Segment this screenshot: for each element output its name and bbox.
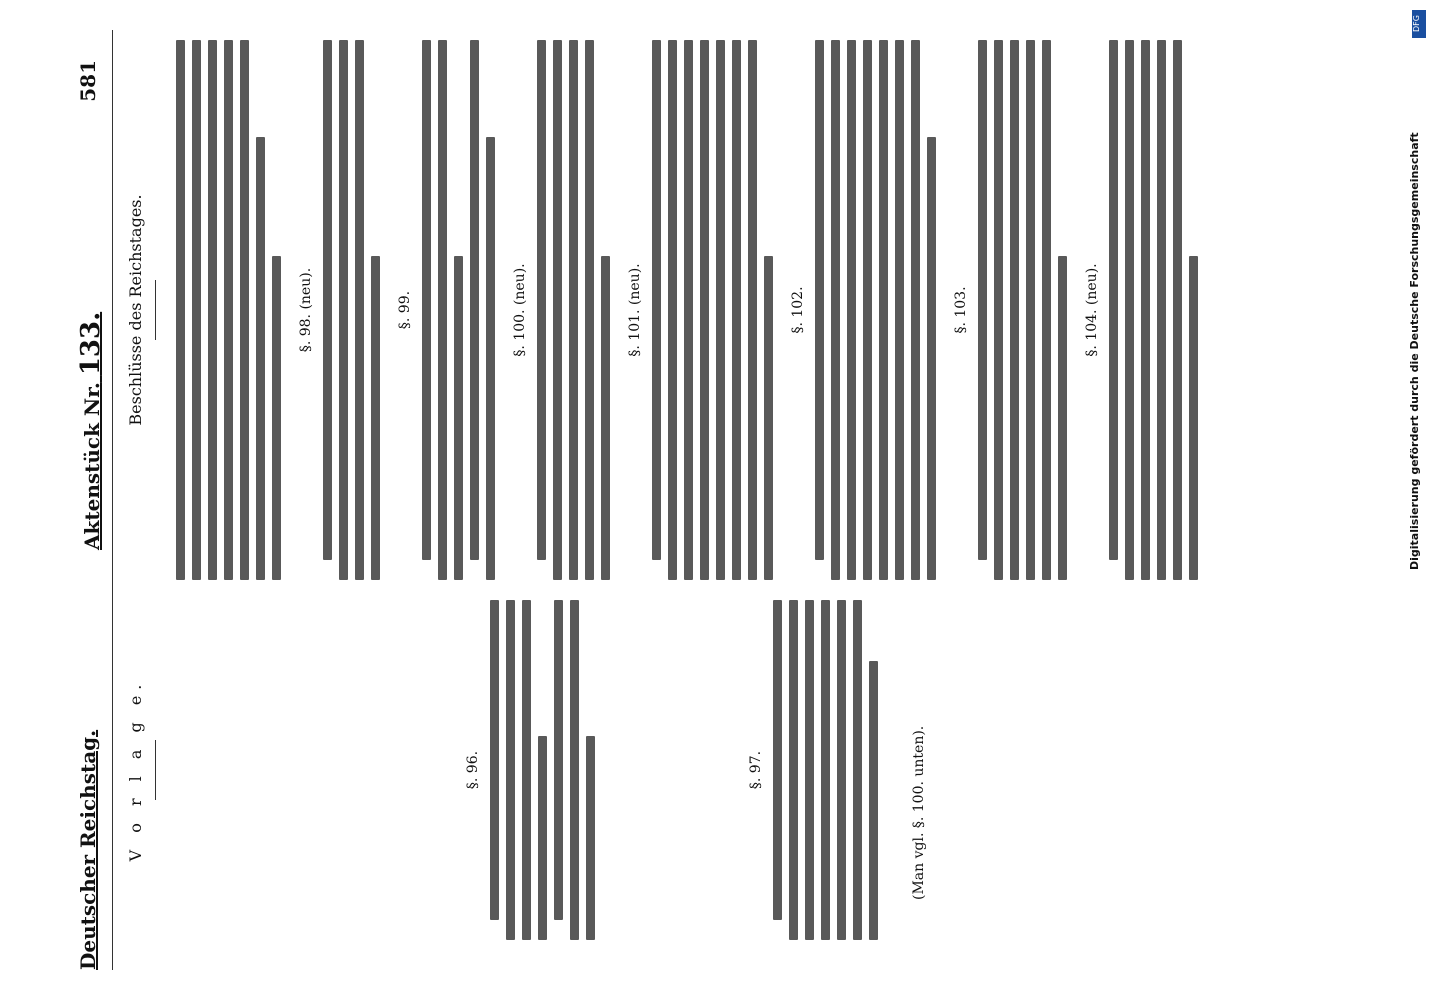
- text-block-placeholder: [422, 40, 495, 580]
- section-heading: §. 96.: [465, 750, 481, 790]
- text-block-placeholder: [323, 40, 380, 580]
- dfg-watermark: [1408, 10, 1430, 570]
- text-block-placeholder: [978, 40, 1067, 580]
- left-column: [125, 600, 930, 940]
- page-number: 581: [76, 60, 100, 102]
- right-column: [125, 40, 1212, 580]
- page-header: [70, 30, 110, 970]
- header-left: Deutscher Reichstag.: [76, 729, 100, 970]
- text-block-placeholder: [537, 40, 610, 580]
- text-block-placeholder: [652, 40, 773, 580]
- text-block-placeholder: [815, 40, 936, 580]
- header-number: 133.: [76, 311, 106, 376]
- header-rule: [112, 30, 113, 970]
- text-block-placeholder: [176, 40, 281, 580]
- section-heading: §. 101. (neu).: [627, 263, 643, 357]
- subheader-right: Beschlüsse des Reichstages.: [126, 194, 145, 426]
- header-center-label: Aktenstück Nr.: [80, 382, 104, 550]
- short-rule: [155, 280, 156, 340]
- cross-reference-note: (Man vgl. §. 100. unten).: [911, 725, 927, 900]
- header-center: [76, 312, 106, 550]
- section-heading: §. 103.: [953, 286, 969, 334]
- text-block-placeholder: [490, 600, 595, 940]
- section-heading: §. 97.: [748, 750, 764, 790]
- subheader-left: V o r l a g e.: [126, 678, 145, 862]
- watermark-text: Digitalisierung gefördert durch die Deutsche Forschungsgemeinschaft: [1408, 132, 1421, 570]
- section-heading: §. 104. (neu).: [1084, 263, 1100, 357]
- spacer: [176, 600, 456, 940]
- section-heading: §. 98. (neu).: [298, 267, 314, 353]
- section-heading: §. 100. (neu).: [512, 263, 528, 357]
- spacer: [609, 600, 739, 940]
- section-heading: §. 102.: [790, 286, 806, 334]
- text-block-placeholder: [1109, 40, 1198, 580]
- text-block-placeholder: [773, 600, 878, 940]
- short-rule: [155, 740, 156, 800]
- dfg-logo: DFG: [1412, 10, 1426, 38]
- section-heading: §. 99.: [397, 290, 413, 330]
